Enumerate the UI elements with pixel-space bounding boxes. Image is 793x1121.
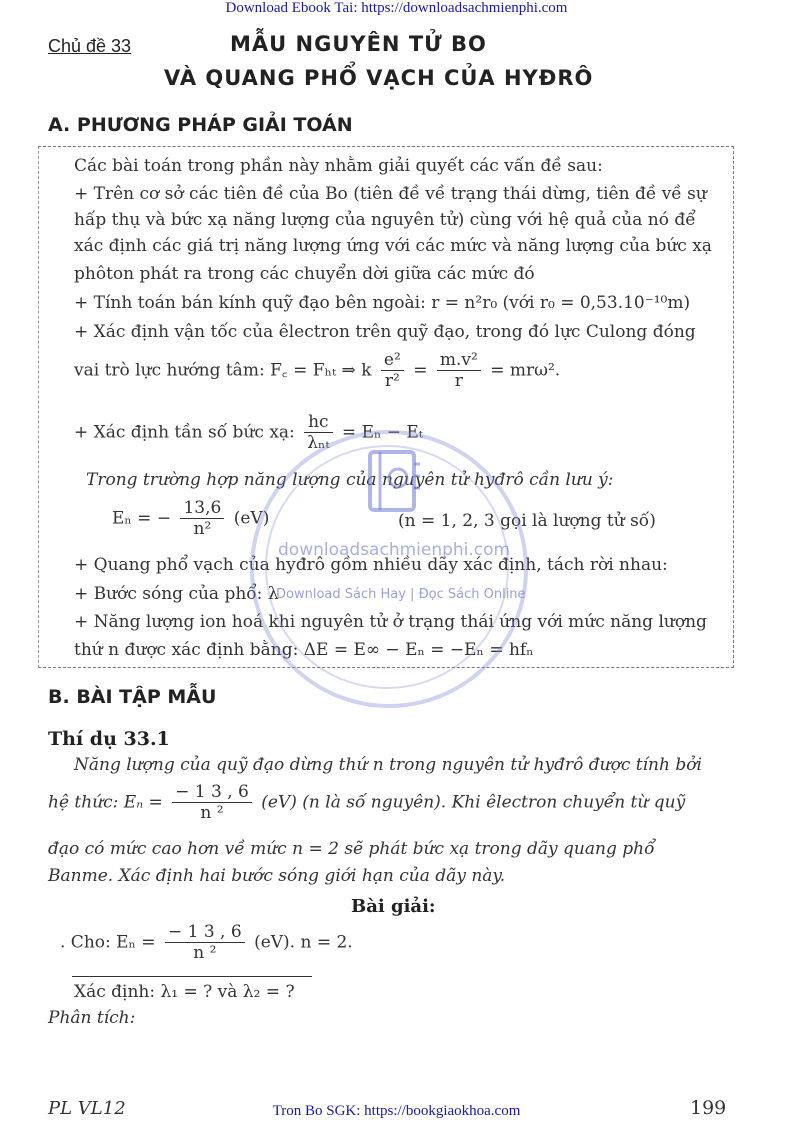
watermark-site: downloadsachmienphi.com	[278, 540, 511, 560]
topic-label: Chủ đề 33	[48, 36, 132, 56]
section-b-heading: B. BÀI TẬP MẪU	[48, 686, 217, 708]
book-code: PL VL12	[48, 1098, 126, 1119]
equals-sign: =	[413, 360, 428, 381]
box-line-11	[112, 498, 269, 540]
box-line-3: hấp thụ và bức xạ năng lượng của nguyên tử) cùng với hệ quả của nó để	[74, 210, 696, 230]
solution-title: Bài giải:	[351, 896, 436, 917]
fraction-hc-lambda: $\frac{hc}{\text{λₙₜ}}$	[304, 412, 332, 454]
divider-line	[72, 976, 312, 977]
solution-given	[60, 922, 353, 964]
book-icon	[362, 446, 426, 520]
download-link-footer[interactable]: Tron Bo SGK: https://bookgiaokhoa.com	[272, 1103, 521, 1119]
given-lhs: . Cho: Eₙ =	[60, 932, 156, 953]
box-line-2: + Trên cơ sở các tiên đề của Bo (tiên đề về trạng thái dừng, tiên đề về sự	[74, 184, 707, 204]
energy-unit: (eV)	[233, 508, 270, 529]
solution-analysis: Phân tích:	[48, 1008, 136, 1028]
download-link-header[interactable]: Download Ebook Tai: https://downloadsachmienphi.com	[225, 0, 568, 16]
page-title-line1: MẪU NGUYÊN TỬ BO	[230, 32, 487, 56]
example-title: Thí dụ 33.1	[48, 728, 170, 750]
page-number: 199	[690, 1097, 727, 1119]
box-line-12: + Quang phổ vạch của hyđrô gồm nhiều dãy xác định, tách rời nhau:	[74, 555, 668, 575]
solution-find: Xác định: λ₁ = ? và λ₂ = ?	[74, 982, 295, 1002]
frequency-text: + Xác định tần số bức xạ:	[74, 422, 295, 443]
given-rest: (eV). n = 2.	[254, 932, 353, 953]
example-line-3: đạo có mức cao hơn về mức n = 2 sẽ phát bức xạ trong dãy quang phổ	[48, 839, 655, 859]
watermark-tagline: Download Sách Hay | Đọc Sách Online	[276, 587, 526, 602]
box-line-13: + Bước sóng của phổ: λ	[74, 584, 279, 604]
fraction-13-6-n2: $\frac{13,6}{\text{n²}}$	[180, 498, 224, 540]
frequency-formula: = Eₙ − Eₜ	[341, 422, 423, 443]
formula-force-end: = mrω².	[490, 360, 561, 381]
quantum-number-note: (n = 1, 2, 3 gọi là lượng tử số)	[398, 511, 656, 531]
box-line-14: + Năng lượng ion hoá khi nguyên tử ở trạng thái ứng với mức năng lượng	[74, 612, 707, 632]
page-title-line2: VÀ QUANG PHỔ VẠCH CỦA HYĐRÔ	[164, 66, 594, 90]
energy-formula-lhs: Eₙ = −	[112, 508, 172, 529]
example-formula-lhs: hệ thức: Eₙ =	[48, 792, 163, 813]
box-line-1: Các bài toán trong phần này nhằm giải quyết các vấn đề sau:	[74, 156, 603, 176]
fraction-mv2-r: $\frac{\text{m.v²}}{r}$	[437, 350, 481, 392]
formula-force-text: vai trò lực hướng tâm: F꜀ = Fₕₜ ⇒ k	[74, 360, 372, 381]
box-line-5: phôton phát ra trong các chuyển dời giữa các mức đó	[74, 264, 535, 284]
given-fraction: $\frac{- 1 3 , 6}{\text{n ²}}$	[165, 922, 245, 964]
box-line-4: xác định các giá trị năng lượng ứng với các mức và năng lượng của bức xạ	[74, 236, 712, 256]
example-line-4: Banme. Xác định hai bước sóng giới hạn của dãy này.	[48, 866, 506, 886]
example-line-1: Năng lượng của quỹ đạo dừng thứ n trong nguyên tử hyđrô được tính bởi	[74, 755, 702, 775]
box-line-6: + Tính toán bán kính quỹ đạo bên ngoài: r = n²r₀ (với r₀ = 0,53.10⁻¹⁰m)	[74, 293, 691, 313]
box-line-7: + Xác định vận tốc của êlectron trên quỹ đạo, trong đó lực Culong đóng	[74, 322, 696, 342]
box-line-8	[74, 350, 560, 392]
example-line-2	[48, 782, 685, 824]
fraction-e2-r2: $\frac{\text{e²}}{\text{r²}}$	[381, 350, 404, 392]
example-fraction: $\frac{- 1 3 , 6}{\text{n ²}}$	[172, 782, 252, 824]
box-line-15: thứ n được xác định bằng: ΔE = E∞ − Eₙ = −Eₙ = hfₙ	[74, 640, 534, 660]
example-formula-rest: (eV) (n là số nguyên). Khi êlectron chuyển từ quỹ	[261, 792, 686, 813]
section-a-heading: A. PHƯƠNG PHÁP GIẢI TOÁN	[48, 114, 353, 136]
box-line-10: Trong trường hợp năng lượng của nguyên tử hyđrô cần lưu ý:	[86, 470, 614, 490]
